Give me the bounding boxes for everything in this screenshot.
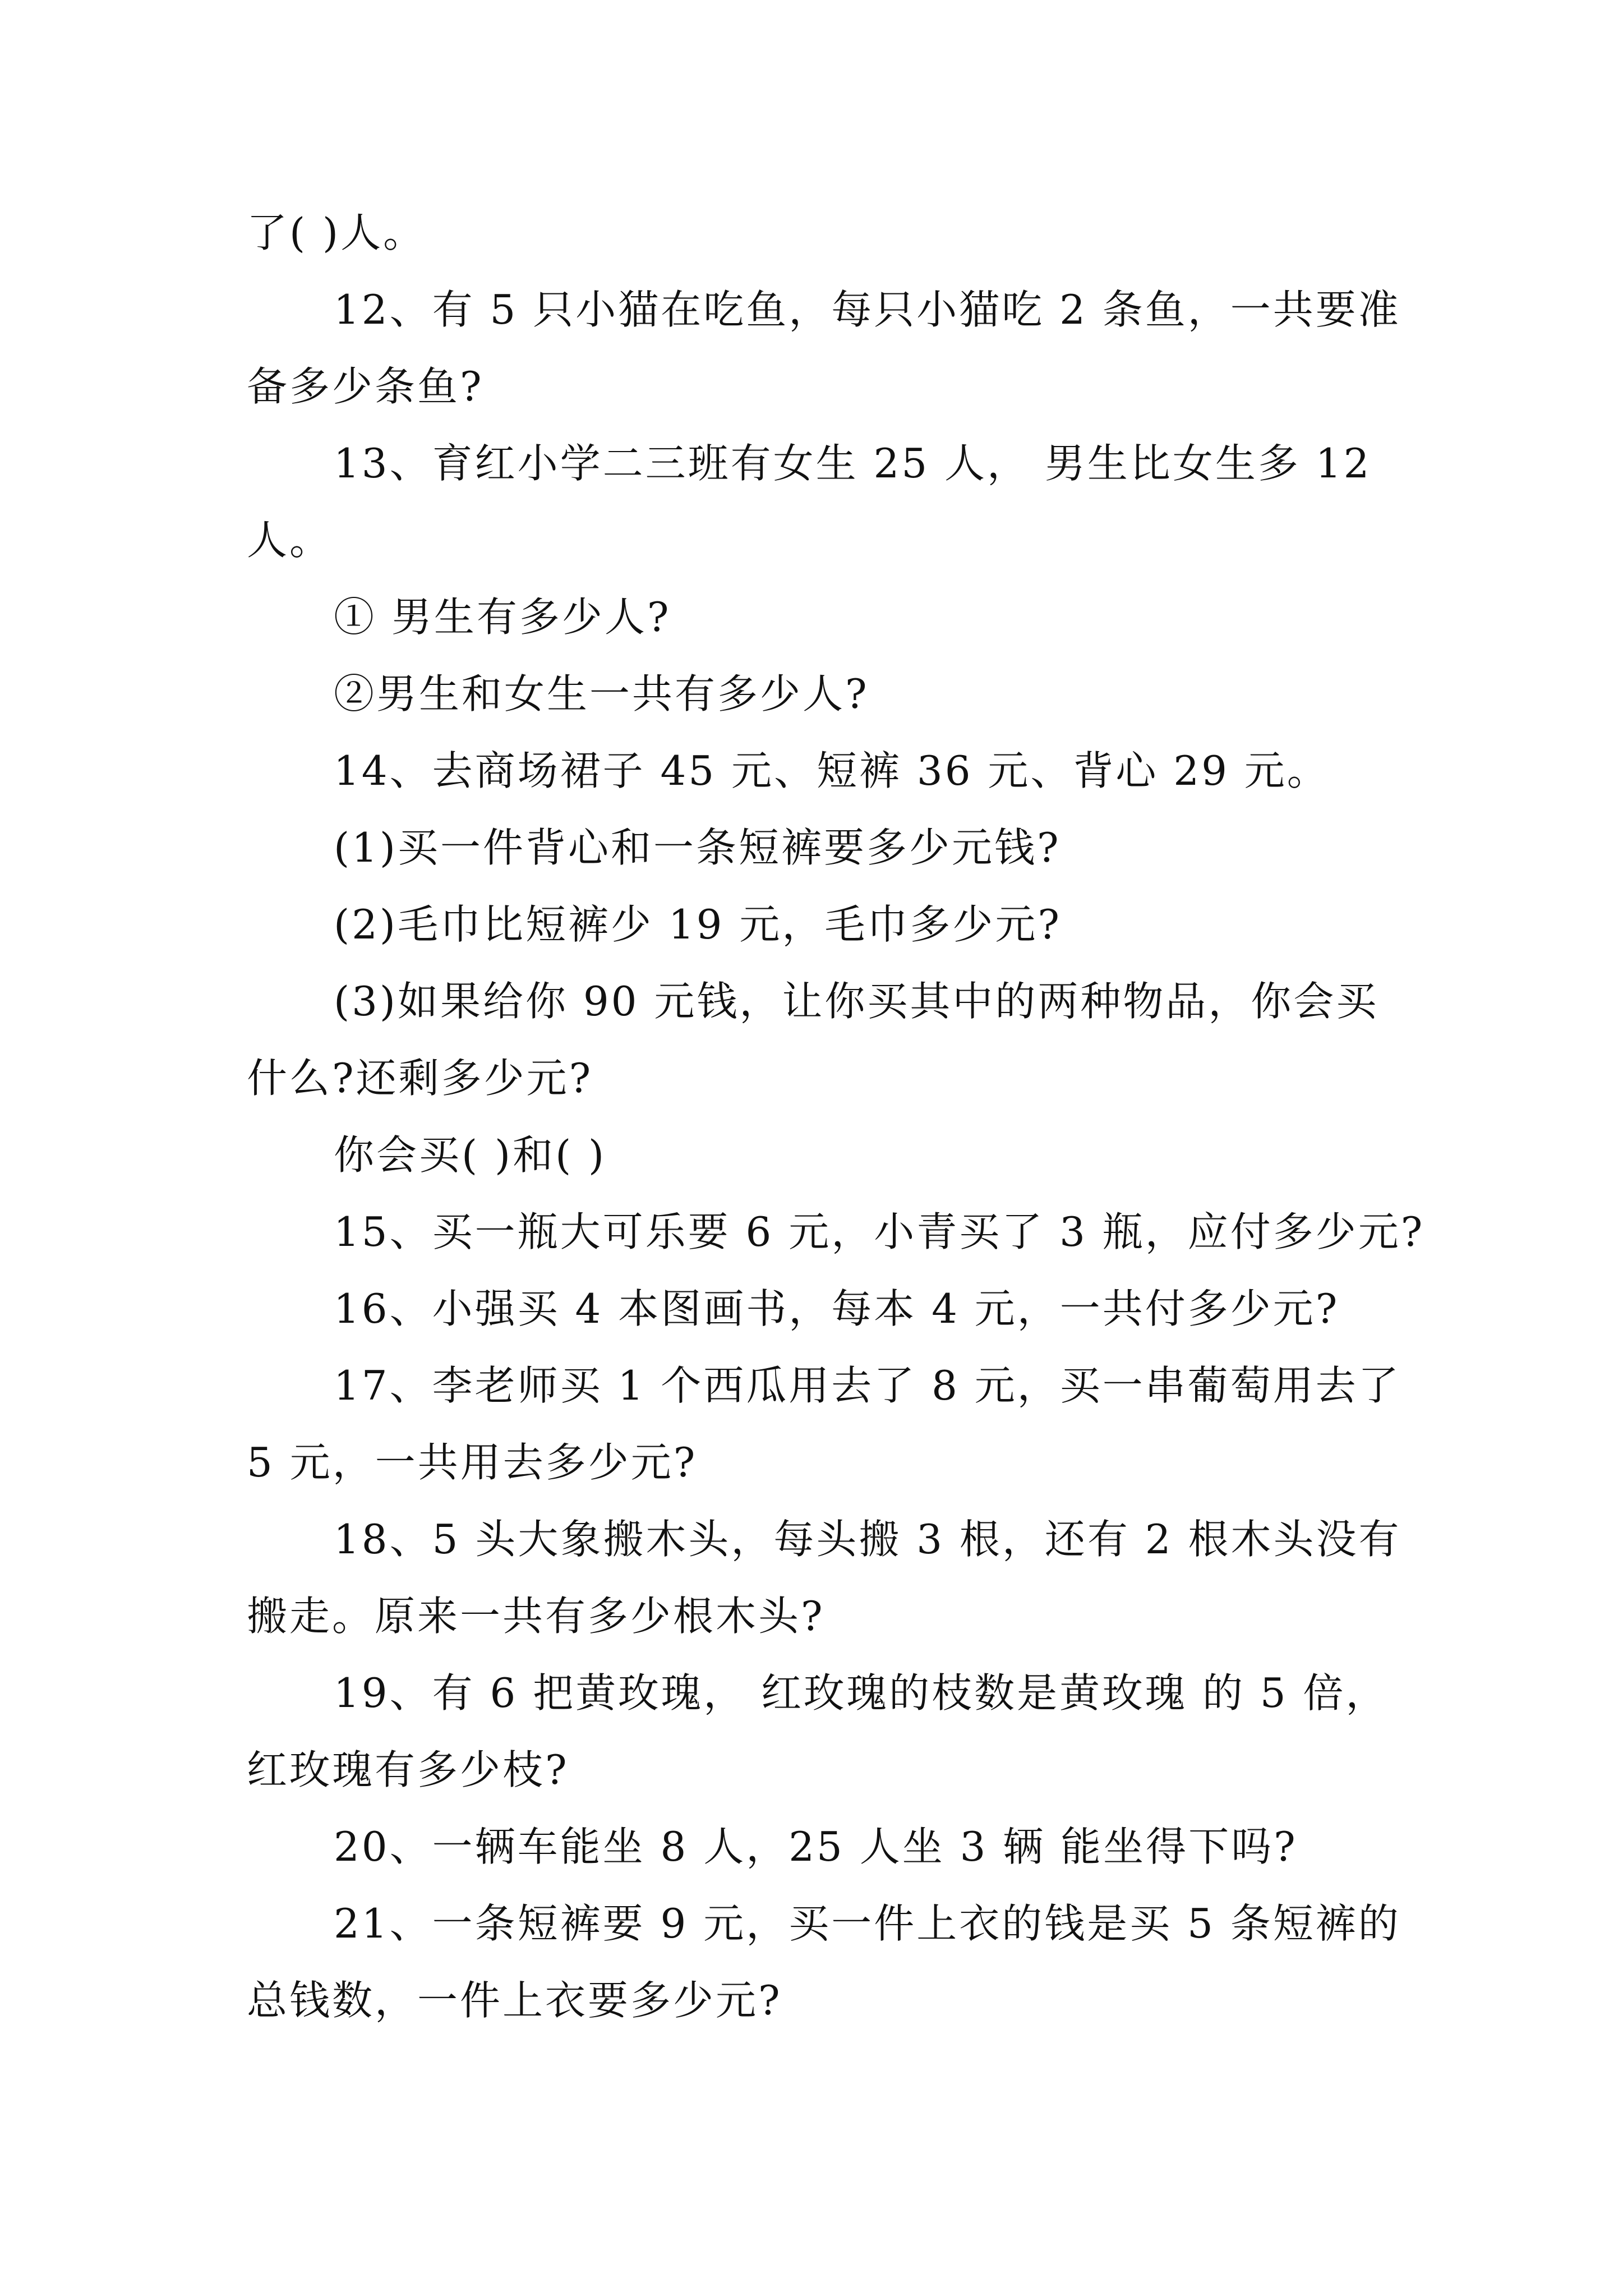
question-13-line-1: 13、育红小学二三班有女生 25 人， 男生比女生多 12 <box>334 440 1372 487</box>
question-21-line-2: 总钱数，一件上衣要多少元? <box>247 1977 782 2024</box>
question-14-part-3-line-1: (3)如果给你 90 元钱，让你买其中的两种物品，你会买 <box>334 978 1379 1025</box>
question-14-part-3-line-2: 什么?还剩多少元? <box>247 1055 593 1102</box>
question-14-answer-blank: 你会买( )和( ) <box>334 1131 607 1179</box>
question-20: 20、一辆车能坐 8 人，25 人坐 3 辆 能坐得下吗? <box>334 1823 1298 1870</box>
question-13-line-2: 人。 <box>247 517 333 564</box>
question-19-line-1: 19、有 6 把黄玫瑰， 红玫瑰的枝数是黄玫瑰 的 5 倍， <box>334 1669 1389 1717</box>
question-18-line-1: 18、5 头大象搬木头，每头搬 3 根，还有 2 根木头没有 <box>334 1516 1401 1563</box>
text-line: 了( )人。 <box>247 209 426 256</box>
question-15: 15、买一瓶大可乐要 6 元，小青买了 3 瓶，应付多少元? <box>334 1208 1425 1255</box>
question-12-line-1: 12、有 5 只小猫在吃鱼，每只小猫吃 2 条鱼，一共要准 <box>334 286 1401 333</box>
question-12-line-2: 备多少条鱼? <box>247 363 484 410</box>
question-14-part-1: (1)买一件背心和一条短裤要多少元钱? <box>334 824 1061 871</box>
question-17-line-2: 5 元，一共用去多少元? <box>247 1439 698 1486</box>
question-14-part-2: (2)毛巾比短裤少 19 元，毛巾多少元? <box>334 901 1062 948</box>
question-14-line-1: 14、去商场裙子 45 元、短裤 36 元、背心 29 元。 <box>334 747 1330 794</box>
question-13-part-2: ②男生和女生一共有多少人? <box>334 670 869 717</box>
question-18-line-2: 搬走。原来一共有多少根木头? <box>247 1593 825 1640</box>
question-17-line-1: 17、李老师买 1 个西瓜用去了 8 元，买一串葡萄用去了 <box>334 1362 1401 1409</box>
question-13-part-1: ① 男生有多少人? <box>334 593 671 641</box>
question-21-line-1: 21、一条短裤要 9 元，买一件上衣的钱是买 5 条短裤的 <box>334 1900 1401 1947</box>
question-16: 16、小强买 4 本图画书，每本 4 元，一共付多少元? <box>334 1285 1340 1332</box>
question-19-line-2: 红玫瑰有多少枝? <box>247 1746 569 1793</box>
